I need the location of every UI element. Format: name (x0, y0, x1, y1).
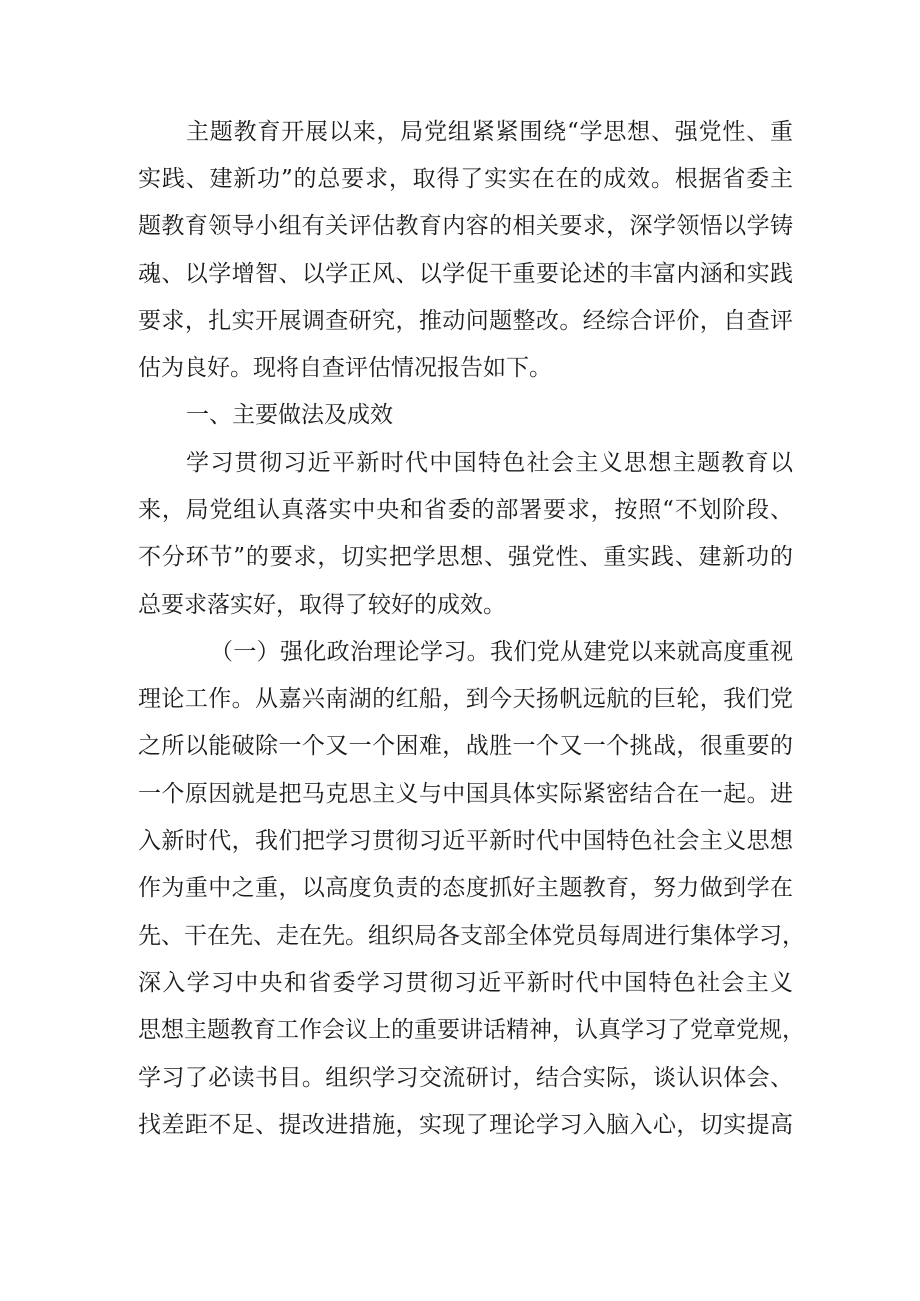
paragraph-1-line-6: 估为良好。现将自查评估情况报告如下。 (138, 355, 552, 381)
paragraph-3-line-8: 深入学习中央和省委学习贯彻习近平新时代中国特色社会主义 (138, 970, 793, 996)
paragraph-3-line-9: 思想主题教育工作会议上的重要讲话精神，认真学习了党章党规， (138, 1017, 805, 1043)
paragraph-2-line-4: 总要求落实好，取得了较好的成效。 (138, 592, 506, 618)
paragraph-1-line-5: 要求，扎实开展调查研究，推动问题整改。经综合评价，自查评 (138, 308, 793, 334)
paragraph-3-line-4: 一个原因就是把马克思主义与中国具体实际紧密结合在一起。进 (138, 781, 793, 807)
paragraph-1-line-1: 主题教育开展以来，局党组紧紧围绕“学思想、强党性、重 (186, 119, 793, 145)
paragraph-3-line-10: 学习了必读书目。组织学习交流研讨，结合实际，谈认识体会、 (138, 1065, 793, 1091)
paragraph-2-line-1: 学习贯彻习近平新时代中国特色社会主义思想主题教育以 (186, 450, 793, 476)
paragraph-3-line-3: 之所以能破除一个又一个困难，战胜一个又一个挑战，很重要的 (138, 733, 793, 759)
paragraph-2-line-3: 不分环节”的要求，切实把学思想、强党性、重实践、建新功的 (138, 544, 793, 570)
paragraph-1-line-4: 魂、以学增智、以学正风、以学促干重要论述的丰富内涵和实践 (138, 261, 793, 287)
paragraph-3-line-5: 入新时代，我们把学习贯彻习近平新时代中国特色社会主义思想 (138, 828, 793, 854)
paragraph-3-line-2: 理论工作。从嘉兴南湖的红船，到今天扬帆远航的巨轮，我们党 (138, 686, 793, 712)
paragraph-3-line-6: 作为重中之重，以高度负责的态度抓好主题教育，努力做到学在 (138, 875, 793, 901)
paragraph-1-line-3: 题教育领导小组有关评估教育内容的相关要求，深学领悟以学铸 (138, 213, 793, 239)
paragraph-1-line-2: 实践、建新功”的总要求，取得了实实在在的成效。根据省委主 (138, 166, 793, 192)
paragraph-3-line-11: 找差距不足、提改进措施，实现了理论学习入脑入心，切实提高 (138, 1112, 793, 1138)
paragraph-2-line-2: 来，局党组认真落实中央和省委的部署要求，按照“不划阶段、 (138, 497, 793, 523)
paragraph-3-line-7: 先、干在先、走在先。组织局各支部全体党员每周进行集体学习， (138, 923, 805, 949)
section-heading: 一、主要做法及成效 (186, 402, 393, 428)
paragraph-3-line-1: （一）强化政治理论学习。我们党从建党以来就高度重视 (210, 639, 793, 665)
